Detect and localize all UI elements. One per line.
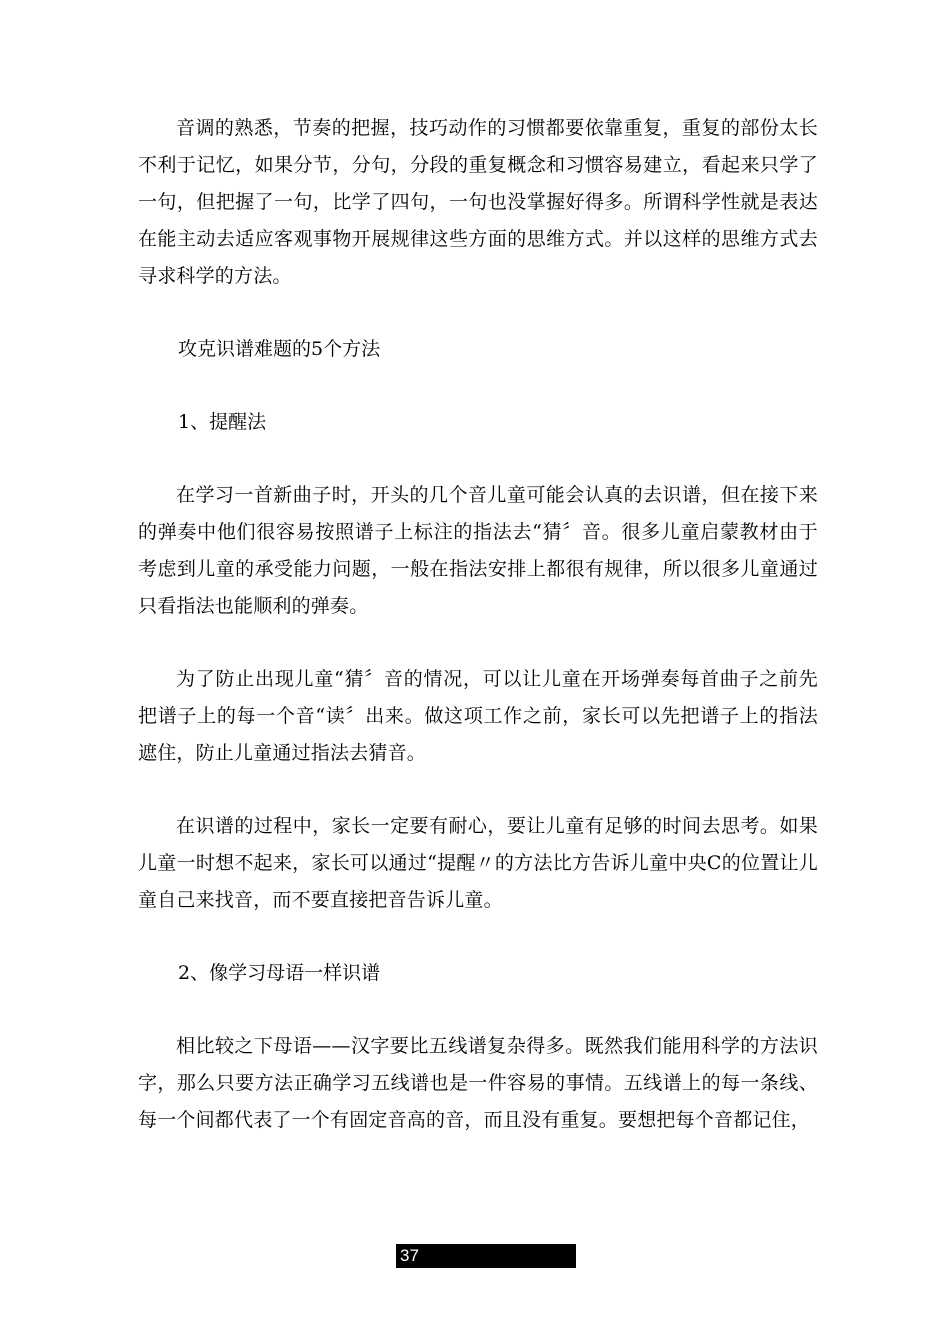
paragraph-patience: 在识谱的过程中，家长一定要有耐心，要让儿童有足够的时间去思考。如果儿童一时想不起来，家长可以通过“提醒〃的方法比方告诉儿童中央C的位置让儿童自己来找音，而不要直接把音告诉儿童。 [138, 815, 818, 911]
spacer [138, 772, 818, 808]
paragraph-guessing-notes: 在学习一首新曲子时，开头的几个音儿童可能会认真的去识谱，但在接下来的弹奏中他们很容易按照谱子上标注的指法去“猜〞音。很多儿童启蒙教材由于考虑到儿童的承受能力问题，一般在指法安排上都很有规律，所以很多儿童通过只看指法也能顺利的弹奏。 [138, 484, 818, 617]
spacer [138, 295, 818, 331]
page-number: 37 [400, 1246, 419, 1265]
spacer [138, 919, 818, 955]
subheading-reminder-method: 1、提醒法 [178, 411, 267, 433]
spacer [138, 368, 818, 404]
spacer [138, 992, 818, 1028]
page-number-bar [396, 1244, 576, 1268]
document-body [138, 110, 818, 1139]
paragraph-repetition: 音调的熟悉，节奏的把握，技巧动作的习惯都要依靠重复，重复的部份太长不利于记忆，如果分节，分句，分段的重复概念和习惯容易建立，看起来只学了一句，但把握了一句，比学了四句，一句也没掌握好得多。所谓科学性就是表达在能主动去适应客观事物开展规律这些方面的思维方式。并以这样的思维方式去寻求科学的方法。 [138, 117, 818, 287]
spacer [138, 625, 818, 661]
subheading-mother-tongue: 2、像学习母语一样识谱 [178, 962, 381, 984]
paragraph-staff-comparison: 相比较之下母语——汉字要比五线谱复杂得多。既然我们能用科学的方法识字，那么只要方法正确学习五线谱也是一件容易的事情。五线谱上的每一条线、每一个间都代表了一个有固定音高的音，而且没有重复。要想把每个音都记住， [138, 1035, 818, 1131]
section-heading-five-methods: 攻克识谱难题的5个方法 [178, 338, 381, 360]
paragraph-read-notes: 为了防止出现儿童“猜〞音的情况，可以让儿童在开场弹奏每首曲子之前先把谱子上的每一个音“读〞出来。做这项工作之前，家长可以先把谱子上的指法遮住，防止儿童通过指法去猜音。 [138, 668, 818, 764]
spacer [138, 441, 818, 477]
